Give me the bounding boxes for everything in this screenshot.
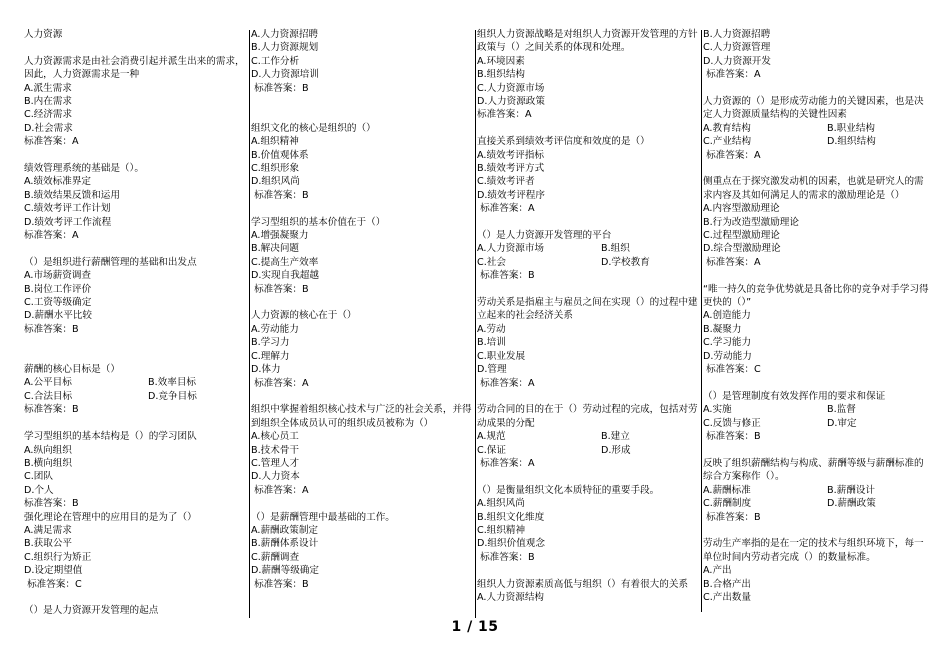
text-line: C.管理人才 [251, 457, 300, 469]
text-line: 组织中掌握着组织核心技术与广泛的社会关系，并得到组织全体成员认可的组织成员被称为（） [251, 404, 472, 429]
option-text: A.人力资源市场 [477, 243, 545, 255]
option-text: A.薪酬标准 [703, 484, 751, 496]
text-line: B.内在需求 [24, 96, 73, 108]
option-text: B.建立 [601, 431, 630, 443]
text-line: 标准答案：A [703, 69, 761, 81]
text-line: D.社会需求 [24, 122, 73, 134]
text-line: 标准答案：B [251, 189, 309, 201]
text-line: C.团队 [24, 471, 53, 483]
text-line: A.满足需求 [24, 524, 72, 536]
text-line: D.组织风尚 [251, 176, 300, 188]
column-3 [477, 28, 701, 604]
text-line: （）是人力资源开发管理的平台 [477, 230, 612, 242]
text-line: D.实现自我超越 [251, 270, 319, 282]
text-line: D.组织价值观念 [477, 538, 545, 550]
text-line: 标准答案：A [703, 149, 761, 161]
text-line: 标准答案：B [251, 82, 309, 94]
text-line: A.纵向组织 [24, 444, 72, 456]
text-line: （）是薪酬管理中最基础的工作。 [251, 511, 395, 523]
option-text: C.保证 [477, 444, 506, 456]
text-line: B.横向组织 [24, 457, 73, 469]
text-line: “唯一持久的竞争优势就是具备比你的竞争对手学习得更快的（）” [703, 283, 929, 309]
text-line: D.设定期望值 [24, 565, 83, 577]
option-text: B.监督 [827, 404, 856, 416]
text-line: D.人力资本 [251, 471, 300, 483]
text-line: B.解决问题 [251, 243, 300, 255]
blank-line [251, 296, 475, 309]
option-text: A.规范 [477, 431, 506, 443]
text-line: 劳动合同的目的在于（）劳动过程的完成，包括对劳动成果的分配 [477, 404, 698, 429]
text-line: C.工资等级确定 [24, 297, 92, 309]
text-line: D.体力 [251, 364, 281, 376]
option-pair [477, 242, 701, 255]
option-pair [477, 430, 701, 443]
option-text: B.组织 [601, 243, 630, 255]
blank-line [24, 350, 248, 363]
text-line: 标准答案：A [703, 256, 761, 268]
text-line: A.增强凝聚力 [251, 230, 309, 242]
text-line: A.组织风尚 [477, 498, 525, 510]
text-line: D.个人 [24, 484, 54, 496]
text-line: 标准答案：B [703, 431, 761, 443]
text-line: 薪酬的核心目标是（） [24, 364, 120, 376]
option-text: C.产业结构 [703, 136, 752, 148]
text-line: A.产出 [703, 565, 732, 577]
text-line: A.绩效考评指标 [477, 149, 545, 161]
option-text: C.社会 [477, 256, 506, 268]
option-pair [477, 444, 701, 457]
text-line: B.绩效结果反馈和运用 [24, 189, 120, 201]
option-pair [477, 256, 701, 269]
option-text: A.实施 [703, 404, 732, 416]
text-line: B.行为改造型激励理论 [703, 216, 799, 228]
text-line: A.绩效标准界定 [24, 176, 92, 188]
text-line: 标准答案：C [24, 578, 82, 590]
text-line: C.薪酬调查 [251, 551, 300, 563]
text-line: 绩效管理系统的基础是（）。 [24, 163, 144, 175]
text-line: 组织文化的核心是组织的（） [251, 122, 376, 134]
option-text: B.效率目标 [148, 377, 197, 389]
blank-line [24, 336, 248, 349]
text-line: 劳动生产率指的是在一定的技术与组织环境下，每一单位时间内劳动者完成（）的数量标准。 [703, 538, 924, 563]
text-line: 学习型组织的基本价值在于（） [251, 216, 386, 228]
text-line: A.组织精神 [251, 136, 299, 148]
text-line: B.合格产出 [703, 578, 752, 590]
text-line: D.绩效考评程序 [477, 189, 545, 201]
text-line: 标准答案：C [703, 364, 761, 376]
blank-line [477, 122, 701, 135]
blank-line [24, 149, 248, 162]
blank-line [24, 41, 248, 54]
text-line: B.组织结构 [477, 69, 526, 81]
text-line: C.人力资源市场 [477, 82, 545, 94]
text-line: 标准答案：A [477, 377, 535, 389]
blank-line [251, 95, 475, 108]
blank-line [477, 216, 701, 229]
option-text: B.职业结构 [827, 122, 876, 134]
text-line: D.管理 [477, 364, 507, 376]
text-line: B.凝聚力 [703, 323, 742, 335]
text-line: 人力资源的核心在于（） [251, 310, 357, 322]
text-line: A.环境因素 [477, 55, 525, 67]
option-pair [703, 135, 929, 148]
text-line: 标准答案：B [477, 551, 535, 563]
text-line: （）是人力资源开发管理的起点 [24, 605, 159, 617]
text-line: （）是衡量组织文化本质特征的重要手段。 [477, 484, 660, 496]
option-text: C.合法目标 [24, 390, 73, 402]
text-line: A.劳动 [477, 323, 506, 335]
blank-line [703, 82, 929, 95]
text-line: 标准答案：A [477, 457, 535, 469]
blank-line [477, 470, 701, 483]
text-line: C.提高生产效率 [251, 256, 319, 268]
text-line: C.经济需求 [24, 109, 73, 121]
option-text: D.学校教育 [601, 256, 650, 268]
blank-line [703, 377, 929, 390]
option-text: D.审定 [827, 417, 857, 429]
text-line: D.综合型激励理论 [703, 243, 781, 255]
text-line: A.人力资源招聘 [251, 29, 319, 40]
column-divider [249, 30, 250, 618]
option-text: D.薪酬政策 [827, 498, 876, 510]
text-line: 人力资源需求是由社会消费引起并派生出来的需求，因此，人力资源需求是一种 [24, 55, 245, 81]
text-line: 学习型组织的基本结构是（）的学习团队 [24, 431, 197, 443]
text-line: 标准答案：B [477, 270, 535, 282]
text-line: 组织人力资源素质高低与组织（）有着很大的关系 [477, 578, 689, 590]
text-line: A.核心员工 [251, 431, 299, 443]
text-line: D.人力资源政策 [477, 96, 545, 108]
blank-line [703, 269, 929, 282]
text-line: 标准答案：B [24, 404, 79, 416]
text-line: C.工作分析 [251, 55, 300, 67]
text-line: D.薪酬水平比较 [24, 310, 92, 322]
blank-line [477, 390, 701, 403]
text-line: C.绩效考评者 [477, 176, 535, 188]
text-line: C.人力资源管理 [703, 42, 771, 54]
option-pair [703, 122, 929, 135]
text-line: 人力资源的（）是形成劳动能力的关键因素，也是决定人力资源质量结构的关键性因素 [703, 96, 924, 121]
text-line: B.人力资源规划 [251, 42, 319, 54]
text-line: 标准答案：A [251, 377, 309, 389]
option-pair [703, 403, 929, 416]
blank-line [477, 283, 701, 296]
blank-line [24, 417, 248, 430]
text-line: A.劳动能力 [251, 323, 299, 335]
blank-line [703, 524, 929, 537]
text-line: （）是管理制度有效发挥作用的要求和保证 [703, 390, 886, 402]
text-line: 标准答案：B [24, 498, 79, 510]
text-line: A.内容型激励理论 [703, 203, 780, 215]
text-line: C.组织形象 [251, 163, 300, 175]
page-number: 1 / 15 [451, 619, 499, 635]
text-line: D.劳动能力 [703, 350, 752, 362]
text-line: B.岗位工作评价 [24, 283, 92, 295]
option-pair [24, 390, 248, 403]
text-line: 反映了组织薪酬结构与构成、薪酬等级与薪酬标准的综合方案称作（）。 [703, 457, 924, 483]
text-line: 标准答案：A [477, 109, 532, 121]
option-text: D.竞争目标 [148, 390, 197, 402]
blank-line [703, 444, 929, 457]
blank-line [24, 591, 248, 604]
text-line: A.薪酬政策制定 [251, 524, 319, 536]
text-line: 直接关系到绩效考评信度和效度的是（） [477, 136, 650, 148]
text-line: C.绩效考评工作计划 [24, 203, 111, 215]
blank-line [24, 242, 248, 255]
text-line: A.人力资源结构 [477, 591, 545, 603]
text-line: 标准答案：A [24, 230, 79, 242]
blank-line [251, 497, 475, 510]
option-text: A.教育结构 [703, 122, 751, 134]
text-line: A.市场薪资调查 [24, 270, 92, 282]
text-line: 侧重点在于探究激发动机的因素，也就是研究人的需求内容及其如何满足人的需求的激励理论是（） [703, 176, 924, 201]
text-line: B.获取公平 [24, 538, 73, 550]
text-line: 人力资源 [24, 29, 63, 40]
text-line: C.组织精神 [477, 524, 526, 536]
text-line: B.技术骨干 [251, 444, 300, 456]
blank-line [251, 108, 475, 121]
blank-line [477, 564, 701, 577]
blank-line [703, 162, 929, 175]
text-line: 标准答案：A [24, 136, 79, 148]
text-line: 标准答案：B [703, 511, 761, 523]
text-line: C.过程型激励理论 [703, 230, 780, 242]
text-line: A.创造能力 [703, 310, 751, 322]
option-text: C.反馈与修正 [703, 417, 761, 429]
text-line: D.人力资源开发 [703, 55, 771, 67]
text-line: 标准答案：A [477, 203, 535, 215]
option-text: A.公平目标 [24, 377, 72, 389]
column-2 [251, 28, 475, 591]
text-line: A.派生需求 [24, 82, 72, 94]
text-line: C.理解力 [251, 350, 290, 362]
column-divider [475, 30, 476, 618]
column-divider [701, 30, 702, 612]
text-line: C.产出数量 [703, 591, 752, 603]
text-line: C.职业发展 [477, 350, 526, 362]
text-line: 劳动关系是指雇主与雇员之间在实现（）的过程中建立起来的社会经济关系 [477, 297, 698, 322]
blank-line [251, 202, 475, 215]
text-line: 组织人力资源战略是对组织人力资源开发管理的方针政策与（）之间关系的体现和处理。 [477, 29, 698, 54]
text-line: 标准答案：B [251, 578, 309, 590]
text-line: 标准答案：B [251, 283, 309, 295]
option-text: B.薪酬设计 [827, 484, 876, 496]
blank-line [251, 390, 475, 403]
text-line: B.薪酬体系设计 [251, 538, 319, 550]
option-text: C.薪酬制度 [703, 498, 752, 510]
text-line: B.绩效考评方式 [477, 163, 545, 175]
text-line: D.薪酬等级确定 [251, 565, 319, 577]
text-line: C.组织行为矫正 [24, 551, 92, 563]
text-line: （）是组织进行薪酬管理的基础和出发点 [24, 256, 197, 268]
option-pair [24, 376, 248, 389]
column-1 [24, 28, 248, 618]
text-line: B.人力资源招聘 [703, 29, 771, 40]
text-line: B.学习力 [251, 337, 290, 349]
text-line: 强化理论在管理中的应用目的是为了（） [24, 511, 197, 523]
text-line: 标准答案：B [24, 323, 79, 335]
option-text: D.形成 [601, 444, 631, 456]
text-line: B.价值观体系 [251, 149, 309, 161]
option-pair [703, 484, 929, 497]
text-line: 标准答案：A [251, 484, 309, 496]
text-line: D.绩效考评工作流程 [24, 216, 112, 228]
text-line: D.人力资源培训 [251, 69, 319, 81]
text-line: B.培训 [477, 337, 506, 349]
column-4 [703, 28, 929, 604]
option-pair [703, 497, 929, 510]
option-pair [703, 417, 929, 430]
text-line: B.组织文化维度 [477, 511, 545, 523]
option-text: D.组织结构 [827, 136, 876, 148]
text-line: C.学习能力 [703, 337, 752, 349]
